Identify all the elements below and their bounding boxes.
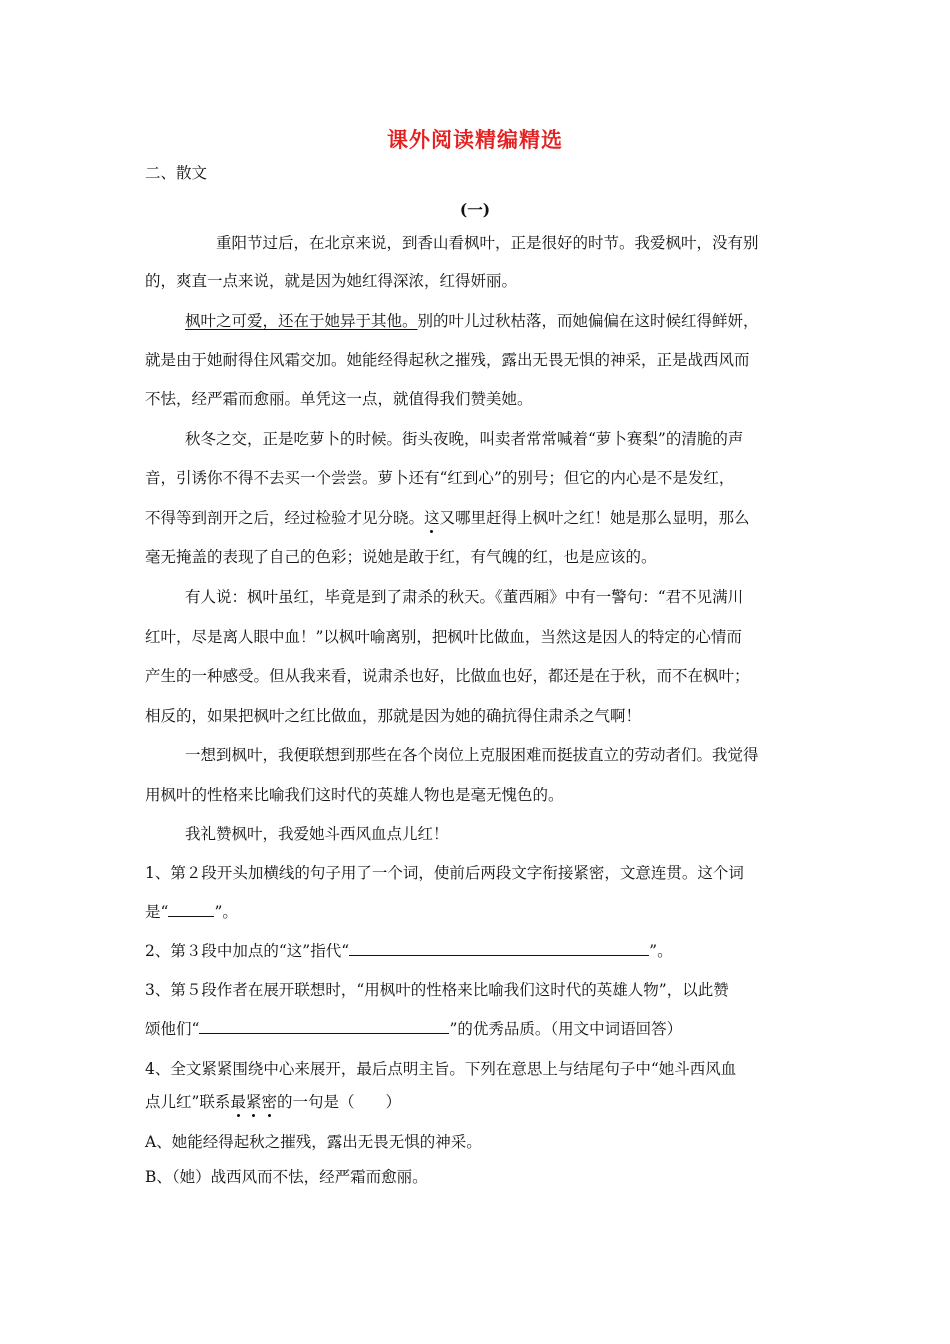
paragraph-line	[185, 310, 759, 332]
paragraph-text: 不得等到剖开之后，经过检验才见分晓。	[145, 509, 425, 527]
answer-blank[interactable]	[199, 1019, 449, 1034]
question-text: ”。	[214, 903, 238, 921]
dotted-char: 紧	[245, 1093, 262, 1111]
question-number: 1、	[145, 864, 171, 882]
question-1	[145, 862, 744, 884]
paragraph-line: 不怯，经严霜而愈丽。单凭这一点，就值得我们赞美她。	[145, 390, 533, 408]
question-3: 3、第５段作者在展开联想时，“用枫叶的性格来比喻我们这时代的英雄人物”，以此赞	[145, 981, 729, 999]
question-4-continued	[145, 1091, 401, 1113]
paragraph-line: 重阳节过后，在北京来说，到香山看枫叶，正是很好的时节。我爱枫叶，没有别	[216, 234, 759, 252]
paragraph-text: 别的叶儿过秋枯落，而她偏偏在这时候红得鲜妍，	[417, 312, 759, 330]
subsection-heading: (一)	[459, 200, 491, 219]
paragraph-line: 我礼赞枫叶，我爱她斗西风血点儿红！	[185, 825, 449, 843]
paragraph-line: 就是由于她耐得住风霜交加。她能经得起秋之摧残，露出无畏无惧的神采，正是战西风而	[145, 351, 750, 369]
paragraph-line: 一想到枫叶，我便联想到那些在各个岗位上克服困难而挺拔直立的劳动者们。我觉得	[185, 746, 759, 764]
paragraph-line: 有人说：枫叶虽红，毕竟是到了肃杀的秋天。《董西厢》中有一警句：“君不见满川	[185, 588, 744, 606]
section-heading: 二、散文	[145, 164, 208, 182]
dotted-char: 最	[230, 1093, 246, 1111]
underlined-sentence: 枫叶之可爱，还在于她异于其他。	[185, 312, 418, 330]
question-text: ”。	[649, 942, 673, 960]
option-a: A、她能经得起秋之摧残，露出无畏无惧的神采。	[145, 1133, 482, 1151]
question-2	[145, 940, 673, 962]
question-text: 是“	[145, 903, 169, 921]
paragraph-line: 产生的一种感受。但从我来看，说肃杀也好，比做血也好，都还是在于秋，而不在枫叶；	[145, 667, 750, 685]
answer-blank[interactable]	[349, 941, 649, 956]
paragraph-line: 毫无掩盖的表现了自己的色彩；说她是敢于红，有气魄的红，也是应该的。	[145, 548, 657, 566]
paragraph-line: 红叶，尽是离人眼中血！”以枫叶喻离别，把枫叶比做血，当然这是因人的特定的心情而	[145, 628, 742, 646]
question-text: 第２段开头加横线的句子用了一个词，使前后两段文字衔接紧密，文意连贯。这个词	[170, 864, 744, 882]
question-4: 4、全文紧紧围绕中心来展开，最后点明主旨。下列在意思上与结尾句子中“她斗西风血	[145, 1060, 737, 1078]
question-text: 颂他们“	[145, 1020, 200, 1038]
paragraph-line: 用枫叶的性格来比喻我们这时代的英雄人物也是毫无愧色的。	[145, 786, 564, 804]
document-title: 课外阅读精编精选	[387, 127, 563, 152]
dotted-word: 这	[424, 509, 440, 527]
paragraph-line	[145, 507, 750, 529]
paragraph-line: 音，引诱你不得不去买一个尝尝。萝卜还有“红到心”的别号；但它的内心是不是发红，	[145, 469, 735, 487]
paragraph-text: 又哪里赶得上枫叶之红！她是那么显明，那么	[439, 509, 750, 527]
question-3-answer	[145, 1018, 682, 1040]
question-text: 2、第３段中加点的“这”指代“	[145, 942, 350, 960]
question-text: ”的优秀品质。（用文中词语回答）	[449, 1020, 683, 1038]
question-text: 点儿红”联系	[145, 1093, 231, 1111]
paragraph-line: 的，爽直一点来说，就是因为她红得深浓，红得妍丽。	[145, 272, 518, 290]
answer-blank[interactable]	[168, 902, 214, 917]
question-1-answer	[145, 901, 238, 923]
dotted-char: 密	[261, 1093, 277, 1111]
paragraph-line: 相反的，如果把枫叶之红比做血，那就是因为她的确抗得住肃杀之气啊！	[145, 707, 642, 725]
option-b: B、（她）战西风而不怯，经严霜而愈丽。	[145, 1168, 428, 1186]
question-text: 的一句是（ ）	[276, 1093, 401, 1111]
paragraph-line: 秋冬之交，正是吃萝卜的时候。街头夜晚，叫卖者常常喊着“萝卜赛梨”的清脆的声	[185, 430, 744, 448]
